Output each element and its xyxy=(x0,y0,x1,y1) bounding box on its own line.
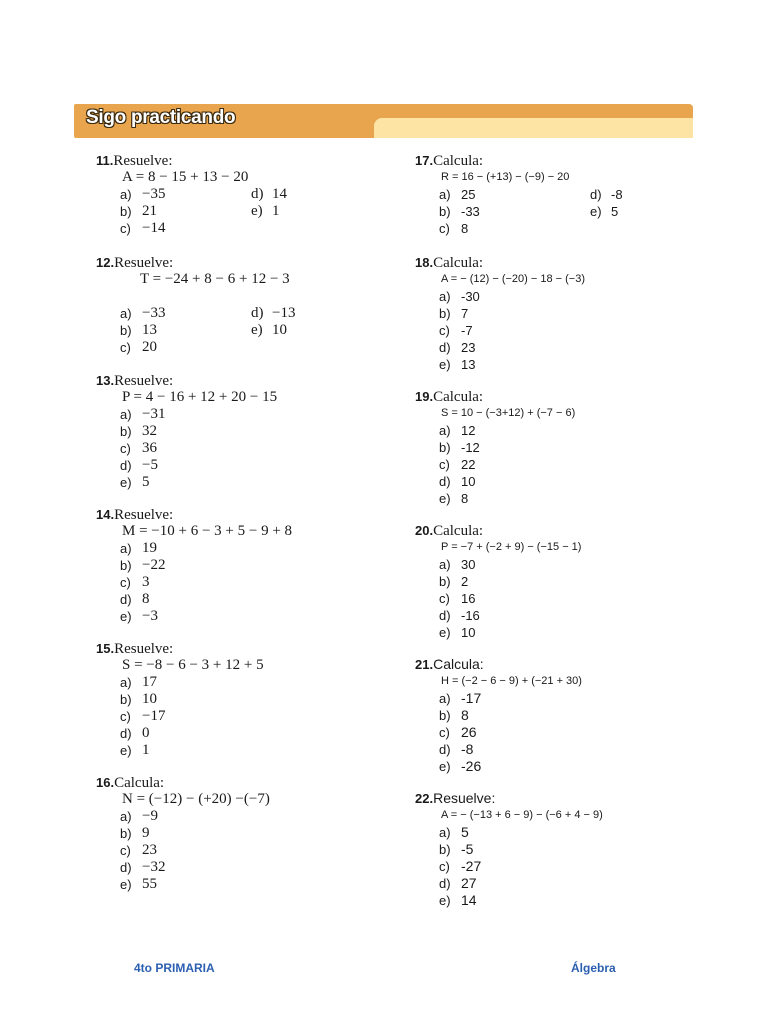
option-row xyxy=(96,674,396,691)
problem-instruction: Resuelve: xyxy=(114,373,174,389)
option-row xyxy=(96,742,396,759)
option-value: 14 xyxy=(272,186,287,202)
problem-19 xyxy=(415,388,715,507)
option-row xyxy=(415,422,715,439)
problem-heading xyxy=(96,506,396,523)
option-row xyxy=(96,825,396,842)
problem-expression: T = −24 + 8 − 6 + 12 − 3 xyxy=(140,271,290,287)
option-row xyxy=(96,859,396,876)
problem-number: 14. xyxy=(96,507,115,522)
option-row xyxy=(415,339,715,356)
option-label: e) xyxy=(439,893,451,908)
option-value: 19 xyxy=(142,540,157,556)
section-title: Sigo practicando xyxy=(86,107,236,128)
problem-instruction: Resuelve: xyxy=(433,790,496,806)
option-label: c) xyxy=(439,323,450,338)
option-value: −14 xyxy=(142,220,166,236)
option-label: d) xyxy=(120,458,132,473)
option-value: −22 xyxy=(142,557,166,573)
option-value: 8 xyxy=(461,221,469,236)
option-row xyxy=(415,322,715,339)
problem-number: 19. xyxy=(415,389,434,404)
option-label: c) xyxy=(120,441,131,456)
problem-heading xyxy=(415,254,715,271)
option-value: 5 xyxy=(461,824,469,840)
option-row xyxy=(96,708,396,725)
option-value: 1 xyxy=(142,742,150,758)
option-label: d) xyxy=(439,608,451,623)
option-row xyxy=(415,473,715,490)
option-label: c) xyxy=(120,340,131,355)
option-label: c) xyxy=(439,591,450,606)
option-label: b) xyxy=(439,842,451,857)
option-row xyxy=(96,557,396,574)
option-row xyxy=(96,591,396,608)
option-row xyxy=(96,305,396,322)
option-value: 5 xyxy=(611,204,619,219)
problem-15 xyxy=(96,640,396,759)
option-label: b) xyxy=(120,323,132,338)
option-value: -27 xyxy=(461,858,482,874)
option-label: e) xyxy=(439,625,451,640)
option-row xyxy=(415,456,715,473)
option-value: 5 xyxy=(142,474,150,490)
option-label: b) xyxy=(120,826,132,841)
option-row xyxy=(415,288,715,305)
option-row xyxy=(415,707,715,724)
option-label: e) xyxy=(439,759,451,774)
option-value: 32 xyxy=(142,423,157,439)
problem-heading xyxy=(415,656,715,673)
option-row xyxy=(96,457,396,474)
option-row xyxy=(415,758,715,775)
problem-instruction: Resuelve: xyxy=(114,255,174,271)
option-value: 20 xyxy=(142,339,157,355)
option-row xyxy=(415,490,715,507)
option-value: 23 xyxy=(142,842,157,858)
option-label: e) xyxy=(590,204,602,219)
option-row xyxy=(415,439,715,456)
option-value: 13 xyxy=(142,322,157,338)
option-label: b) xyxy=(120,204,132,219)
option-row xyxy=(415,573,715,590)
option-label: a) xyxy=(120,407,132,422)
option-row xyxy=(96,220,396,237)
option-label: e) xyxy=(439,491,451,506)
problem-12 xyxy=(96,254,396,356)
problem-instruction: Calcula: xyxy=(433,153,484,169)
option-label: c) xyxy=(439,457,450,472)
option-label: d) xyxy=(120,860,132,875)
option-value: 1 xyxy=(272,203,280,219)
option-value: 25 xyxy=(461,187,476,202)
option-label: b) xyxy=(439,306,451,321)
problem-heading xyxy=(415,388,715,405)
option-label: b) xyxy=(439,574,451,589)
option-label: c) xyxy=(439,221,450,236)
problem-heading xyxy=(96,372,396,389)
problem-heading xyxy=(96,774,396,791)
option-label: a) xyxy=(439,187,451,202)
option-label: d) xyxy=(590,187,602,202)
option-value: 23 xyxy=(461,340,476,355)
option-value: 17 xyxy=(142,674,157,690)
problem-14 xyxy=(96,506,396,625)
option-row xyxy=(415,624,715,641)
option-value: 10 xyxy=(461,625,476,640)
option-value: 26 xyxy=(461,724,477,740)
option-row xyxy=(96,423,396,440)
option-row xyxy=(415,690,715,707)
problem-instruction: Resuelve: xyxy=(114,641,174,657)
problem-number: 17. xyxy=(415,153,434,168)
option-label: e) xyxy=(120,475,132,490)
option-row xyxy=(96,474,396,491)
option-value: −17 xyxy=(142,708,166,724)
problem-number: 20. xyxy=(415,523,434,538)
option-value: −5 xyxy=(142,457,158,473)
option-label: a) xyxy=(439,557,451,572)
option-row xyxy=(96,808,396,825)
option-label: a) xyxy=(439,423,451,438)
option-value: 13 xyxy=(461,357,476,372)
problem-number: 13. xyxy=(96,373,115,388)
option-value: 21 xyxy=(142,203,157,219)
problem-expression: P = −7 + (−2 + 9) − (−15 − 1) xyxy=(441,541,582,553)
option-value: 7 xyxy=(461,306,469,321)
option-value: 8 xyxy=(461,491,469,506)
option-label: e) xyxy=(251,203,263,219)
footer-grade: 4to PRIMARIA xyxy=(134,961,215,975)
option-value: -16 xyxy=(461,608,480,623)
problem-17 xyxy=(415,152,715,237)
option-value: −32 xyxy=(142,859,166,875)
problem-number: 21. xyxy=(415,657,434,672)
option-row xyxy=(96,339,396,356)
problem-number: 12. xyxy=(96,255,115,270)
option-value: -30 xyxy=(461,289,480,304)
option-row xyxy=(415,186,715,203)
problem-expression: S = 10 − (−3+12) + (−7 − 6) xyxy=(441,407,576,419)
problem-number: 18. xyxy=(415,255,434,270)
option-value: 8 xyxy=(461,707,469,723)
option-value: 16 xyxy=(461,591,476,606)
option-value: 36 xyxy=(142,440,157,456)
problem-heading xyxy=(96,254,396,271)
footer-subject: Álgebra xyxy=(571,961,616,975)
option-value: -5 xyxy=(461,841,474,857)
option-value: 12 xyxy=(461,423,476,438)
option-row xyxy=(96,203,396,220)
option-value: 30 xyxy=(461,557,476,572)
problem-13 xyxy=(96,372,396,491)
option-value: −31 xyxy=(142,406,166,422)
option-row xyxy=(415,841,715,858)
problem-expression: P = 4 − 16 + 12 + 20 − 15 xyxy=(122,389,278,405)
problem-number: 22. xyxy=(415,791,434,806)
option-label: c) xyxy=(120,709,131,724)
option-row xyxy=(96,876,396,893)
option-row xyxy=(415,824,715,841)
option-value: 22 xyxy=(461,457,476,472)
option-row xyxy=(96,406,396,423)
option-value: -33 xyxy=(461,204,480,219)
problem-expression: N = (−12) − (+20) −(−7) xyxy=(122,791,270,807)
option-label: a) xyxy=(120,187,132,202)
option-row xyxy=(96,322,396,339)
option-label: c) xyxy=(120,843,131,858)
option-value: -8 xyxy=(461,741,474,757)
problem-20 xyxy=(415,522,715,641)
problem-expression: H = (−2 − 6 − 9) + (−21 + 30) xyxy=(441,675,582,687)
option-label: a) xyxy=(439,691,451,706)
option-label: b) xyxy=(439,440,451,455)
option-row xyxy=(415,203,715,220)
option-value: −13 xyxy=(272,305,296,321)
option-label: a) xyxy=(120,306,132,321)
problem-expression: A = 8 − 15 + 13 − 20 xyxy=(122,169,249,185)
problem-instruction: Calcula: xyxy=(433,656,484,672)
problem-number: 15. xyxy=(96,641,115,656)
option-label: d) xyxy=(120,726,132,741)
option-value: −33 xyxy=(142,305,166,321)
problem-heading xyxy=(96,640,396,657)
option-value: -26 xyxy=(461,758,482,774)
option-value: 10 xyxy=(272,322,287,338)
option-label: c) xyxy=(439,859,450,874)
problem-instruction: Resuelve: xyxy=(113,153,173,169)
problem-instruction: Calcula: xyxy=(114,775,165,791)
option-value: 0 xyxy=(142,725,150,741)
option-label: a) xyxy=(120,541,132,556)
option-label: a) xyxy=(120,675,132,690)
option-label: d) xyxy=(251,186,264,202)
option-label: d) xyxy=(439,340,451,355)
option-row xyxy=(96,691,396,708)
option-label: d) xyxy=(439,876,451,891)
option-label: c) xyxy=(120,575,131,590)
option-row xyxy=(96,725,396,742)
option-label: e) xyxy=(120,877,132,892)
option-row xyxy=(415,356,715,373)
option-label: a) xyxy=(120,809,132,824)
option-label: d) xyxy=(120,592,132,607)
option-row xyxy=(415,220,715,237)
option-label: b) xyxy=(439,204,451,219)
banner-highlight xyxy=(374,118,693,138)
problem-instruction: Calcula: xyxy=(433,523,484,539)
option-label: b) xyxy=(439,708,451,723)
option-value: -8 xyxy=(611,187,623,202)
problem-number: 11. xyxy=(96,153,114,168)
problem-expression: A = − (−13 + 6 − 9) − (−6 + 4 − 9) xyxy=(441,809,603,821)
option-row xyxy=(415,305,715,322)
problem-16 xyxy=(96,774,396,893)
option-value: -7 xyxy=(461,323,473,338)
problem-18 xyxy=(415,254,715,373)
problem-21 xyxy=(415,656,715,775)
option-label: e) xyxy=(120,743,132,758)
problem-heading xyxy=(415,522,715,539)
option-value: −9 xyxy=(142,808,158,824)
option-value: -17 xyxy=(461,690,482,706)
problem-expression: M = −10 + 6 − 3 + 5 − 9 + 8 xyxy=(122,523,293,539)
option-row xyxy=(96,608,396,625)
problem-heading xyxy=(415,790,715,807)
problem-expression: S = −8 − 6 − 3 + 12 + 5 xyxy=(122,657,264,673)
option-label: e) xyxy=(120,609,132,624)
option-label: e) xyxy=(251,322,263,338)
option-label: d) xyxy=(251,305,264,321)
option-value: 10 xyxy=(461,474,476,489)
option-row xyxy=(415,741,715,758)
option-label: d) xyxy=(439,474,451,489)
problem-number: 16. xyxy=(96,775,115,790)
option-value: 2 xyxy=(461,574,469,589)
section-banner xyxy=(74,104,693,138)
option-value: 3 xyxy=(142,574,150,590)
option-value: 14 xyxy=(461,892,477,908)
option-label: b) xyxy=(120,558,132,573)
problem-heading xyxy=(96,152,396,169)
option-value: -12 xyxy=(461,440,480,455)
problem-instruction: Calcula: xyxy=(433,255,484,271)
problem-expression: R = 16 − (+13) − (−9) − 20 xyxy=(441,171,570,183)
option-label: d) xyxy=(439,742,451,757)
problem-11 xyxy=(96,152,396,237)
problem-heading xyxy=(415,152,715,169)
option-value: 8 xyxy=(142,591,150,607)
option-value: 9 xyxy=(142,825,150,841)
option-row xyxy=(415,858,715,875)
option-label: c) xyxy=(120,221,131,236)
problem-instruction: Calcula: xyxy=(433,389,484,405)
option-row xyxy=(415,590,715,607)
option-row xyxy=(415,892,715,909)
option-label: c) xyxy=(439,725,450,740)
problem-expression: A = − (12) − (−20) − 18 − (−3) xyxy=(441,273,586,285)
option-value: 55 xyxy=(142,876,157,892)
option-row xyxy=(96,842,396,859)
option-label: a) xyxy=(439,825,451,840)
option-row xyxy=(96,186,396,203)
option-value: 27 xyxy=(461,875,477,891)
option-row xyxy=(415,607,715,624)
option-label: b) xyxy=(120,692,132,707)
option-row xyxy=(415,724,715,741)
option-row xyxy=(96,540,396,557)
option-label: b) xyxy=(120,424,132,439)
option-row xyxy=(415,875,715,892)
option-row xyxy=(96,440,396,457)
option-label: a) xyxy=(439,289,451,304)
problem-instruction: Resuelve: xyxy=(114,507,174,523)
option-label: e) xyxy=(439,357,451,372)
option-row xyxy=(96,574,396,591)
problem-22 xyxy=(415,790,715,909)
option-value: 10 xyxy=(142,691,157,707)
option-value: −35 xyxy=(142,186,166,202)
option-value: −3 xyxy=(142,608,158,624)
option-row xyxy=(415,556,715,573)
